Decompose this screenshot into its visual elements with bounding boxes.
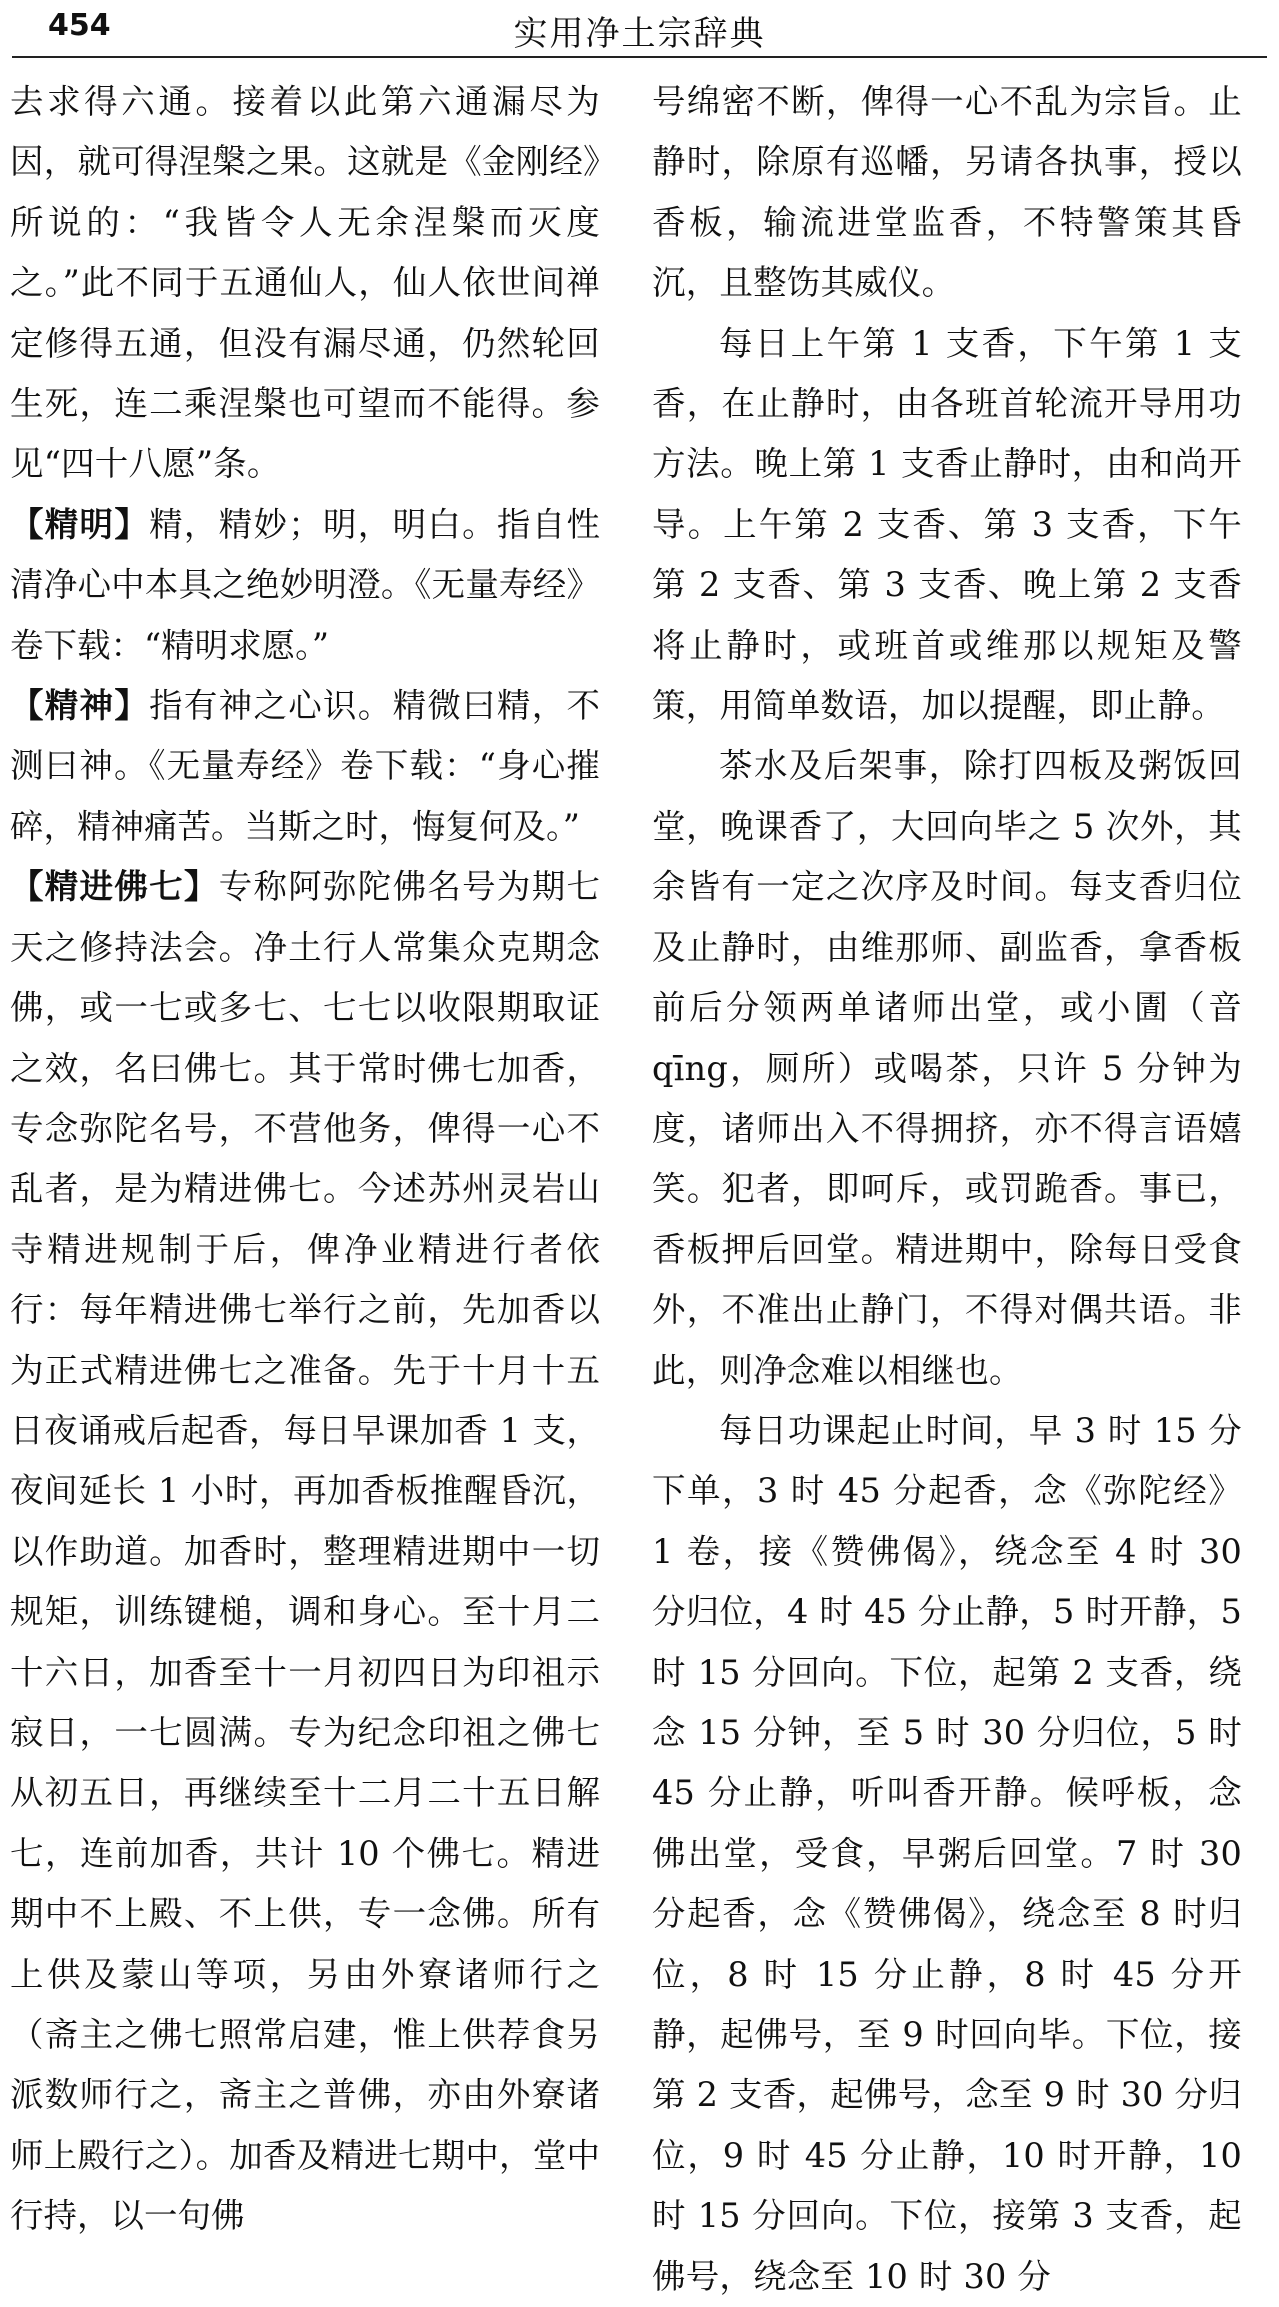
page-header xyxy=(14,0,1265,60)
entry-heading: 【精明】 xyxy=(10,504,150,544)
header-rule xyxy=(12,56,1267,58)
entry-jingjin-foqi xyxy=(10,857,600,2246)
entry-body: 专称阿弥陀佛名号为期七天之修持法会。净土行人常集众克期念佛，或一七或多七、七七以收限期取证之效，名曰佛七。其于常时佛七加香，专念弥陀名号，不营他务，俾得一心不乱者，是为精进佛七。今述苏州灵岩山寺精进规制于后，俾净业精进行者依行：每年精进佛七举行之前，先加香以为正式精进佛七之准备。先于十月十五日夜诵戒后起香，每日早课加香 1 支，夜间延长 1 小时，再加香板推醒昏沉，以作助道。加香时，整理精进期中一切规矩，训练键槌，调和身心。至十月二十六日，加香至十一月初四日为印祖示寂日，一七圆满。专为纪念印祖之佛七从初五日，再继续至十二月二十五日解七，连前加香，共计 10 个佛七。精进期中不上殿、不上供，专一念佛。所有上供及蒙山等项，另由外寮诸师行之（斋主之佛七照常启建，惟上供荐食另派数师行之，斋主之普佛，亦由外寮诸师上殿行之）。加香及精进七期中，堂中行持，以一句佛 xyxy=(10,867,600,2236)
paragraph: 号绵密不断，俾得一心不乱为宗旨。止静时，除原有巡幡，另请各执事，授以香板，输流进堂监香，不特警策其昏沉，且整饬其威仪。 xyxy=(652,82,1242,303)
paragraph: 每日上午第 1 支香，下午第 1 支香，在止静时，由各班首轮流开导用功方法。晚上第 1 支香止静时，由和尚开导。上午第 2 支香、第 3 支香，下午第 2 支香、第 3 支香、晚上第 2 支香将止静时，或班首或维那以规矩及警策，用简单数语，加以提醒，即止静。 xyxy=(652,323,1242,726)
paragraph: 茶水及后架事，除打四板及粥饭回堂，晚课香了，大回向毕之 5 次外，其余皆有一定之次序及时间。每支香归位及止静时，由维那师、副监香，拿香板前后分领两单诸师出堂，或小圊（音 qīng，厕所）或喝茶，只许 5 分钟为度，诸师出入不得拥挤，亦不得言语嬉笑。犯者，即呵斥，或罚跪香。事已，香板押后回堂。精进期中，除每日受食外，不准出止静门，不得对偶共语。非此，则净念难以相继也。 xyxy=(652,746,1242,1390)
entry-jingshen xyxy=(10,676,600,857)
entry-body: 指有神之心识。精微曰精，不测曰神。《无量寿经》卷下载：“身心摧碎，精神痛苦。当斯之时，悔复何及。” xyxy=(10,686,600,846)
paragraph: 每日功课起止时间，早 3 时 15 分下单，3 时 45 分起香，念《弥陀经》1 卷，接《赞佛偈》，绕念至 4 时 30 分归位，4 时 45 分止静，5 时开静，5 时 15 分回向。下位，起第 2 支香，绕念 15 分钟，至 5 时 30 分归位，5 时 45 分止静，听叫香开静。候呼板，念佛出堂，受食，早粥后回堂。7 时 30 分起香，念《赞佛偈》，绕念至 8 时归位，8 时 15 分止静，8 时 45 分开静，起佛号，至 9 时回向毕。下位，接第 2 支香，起佛号，念至 9 时 30 分归位，9 时 45 分止静，10 时开静，10 时 15 分回向。下位，接第 3 支香，起佛号，绕念至 10 时 30 分 xyxy=(652,1410,1242,2296)
right-column xyxy=(652,72,1242,2307)
entry-body: 精，精妙；明，明白。指自性清净心中本具之绝妙明澄。《无量寿经》卷下载：“精明求愿。” xyxy=(10,504,600,665)
running-title: 实用净土宗辞典 xyxy=(513,14,766,54)
entry-heading: 【精神】 xyxy=(10,686,150,726)
entry-jingming xyxy=(10,495,600,676)
paragraph-continued: 去求得六通。接着以此第六通漏尽为因，就可得涅槃之果。这就是《金刚经》所说的：“我皆令人无余涅槃而灭度之。”此不同于五通仙人，仙人依世间禅定修得五通，但没有漏尽通，仍然轮回生死，连二乘涅槃也可望而不能得。参见“四十八愿”条。 xyxy=(10,82,600,484)
entry-heading: 【精进佛七】 xyxy=(10,867,219,907)
left-column xyxy=(10,72,600,2247)
page-number: 454 xyxy=(48,8,111,43)
